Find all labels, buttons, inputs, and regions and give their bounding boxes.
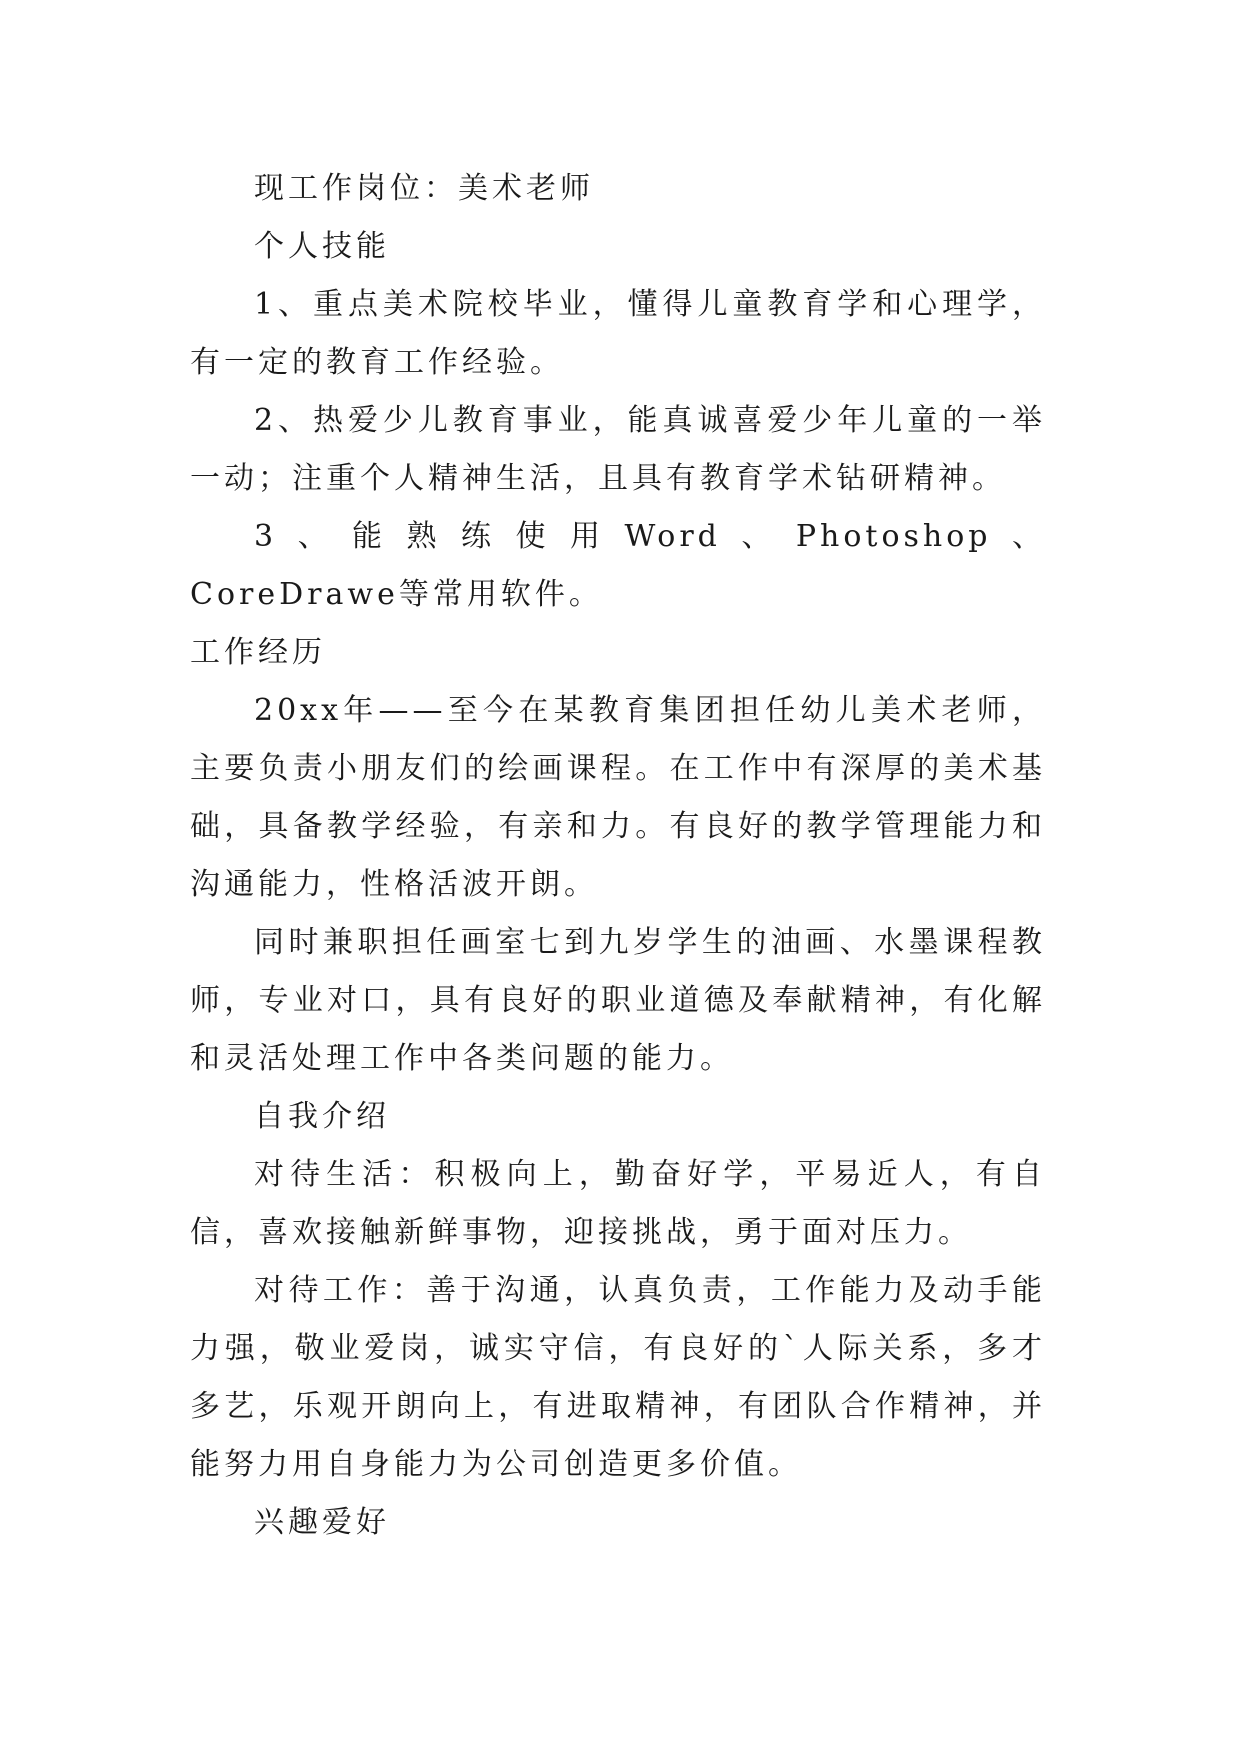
paragraph-skill-1: 1、重点美术院校毕业，懂得儿童教育学和心理学，有一定的教育工作经验。 [190,287,1046,380]
paragraph-current-position: 现工作岗位：美术老师 [254,171,594,206]
paragraph-attitude-life: 对待生活：积极向上，勤奋好学，平易近人，有自信，喜欢接触新鲜事物，迎接挑战，勇于面对压力。 [190,1157,1046,1250]
paragraph-attitude-work: 对待工作：善于沟通，认真负责，工作能力及动手能力强，敬业爱岗，诚实守信，有良好的`人际关系，多才多艺，乐观开朗向上，有进取精神，有团队合作精神，并能努力用自身能力为公司创造更多价值。 [190,1273,1046,1482]
heading-work-experience: 工作经历 [190,635,326,670]
paragraph-experience-2: 同时兼职担任画室七到九岁学生的油画、水墨课程教师，专业对口，具有良好的职业道德及奉献精神，有化解和灵活处理工作中各类问题的能力。 [190,925,1046,1076]
paragraph-skill-3: 3、能熟练使用Word、Photoshop、CoreDrawe等常用软件。 [190,519,1046,612]
paragraph-skill-2: 2、热爱少儿教育事业，能真诚喜爱少年儿童的一举一动；注重个人精神生活，且具有教育学术钻研精神。 [190,403,1046,496]
document-body [190,160,1046,1552]
heading-self-introduction: 自我介绍 [254,1099,390,1134]
heading-hobbies: 兴趣爱好 [254,1505,390,1540]
heading-personal-skills: 个人技能 [254,229,390,264]
paragraph-experience-1: 20xx年——至今在某教育集团担任幼儿美术老师，主要负责小朋友们的绘画课程。在工作中有深厚的美术基础，具备教学经验，有亲和力。有良好的教学管理能力和沟通能力，性格活波开朗。 [190,693,1046,902]
